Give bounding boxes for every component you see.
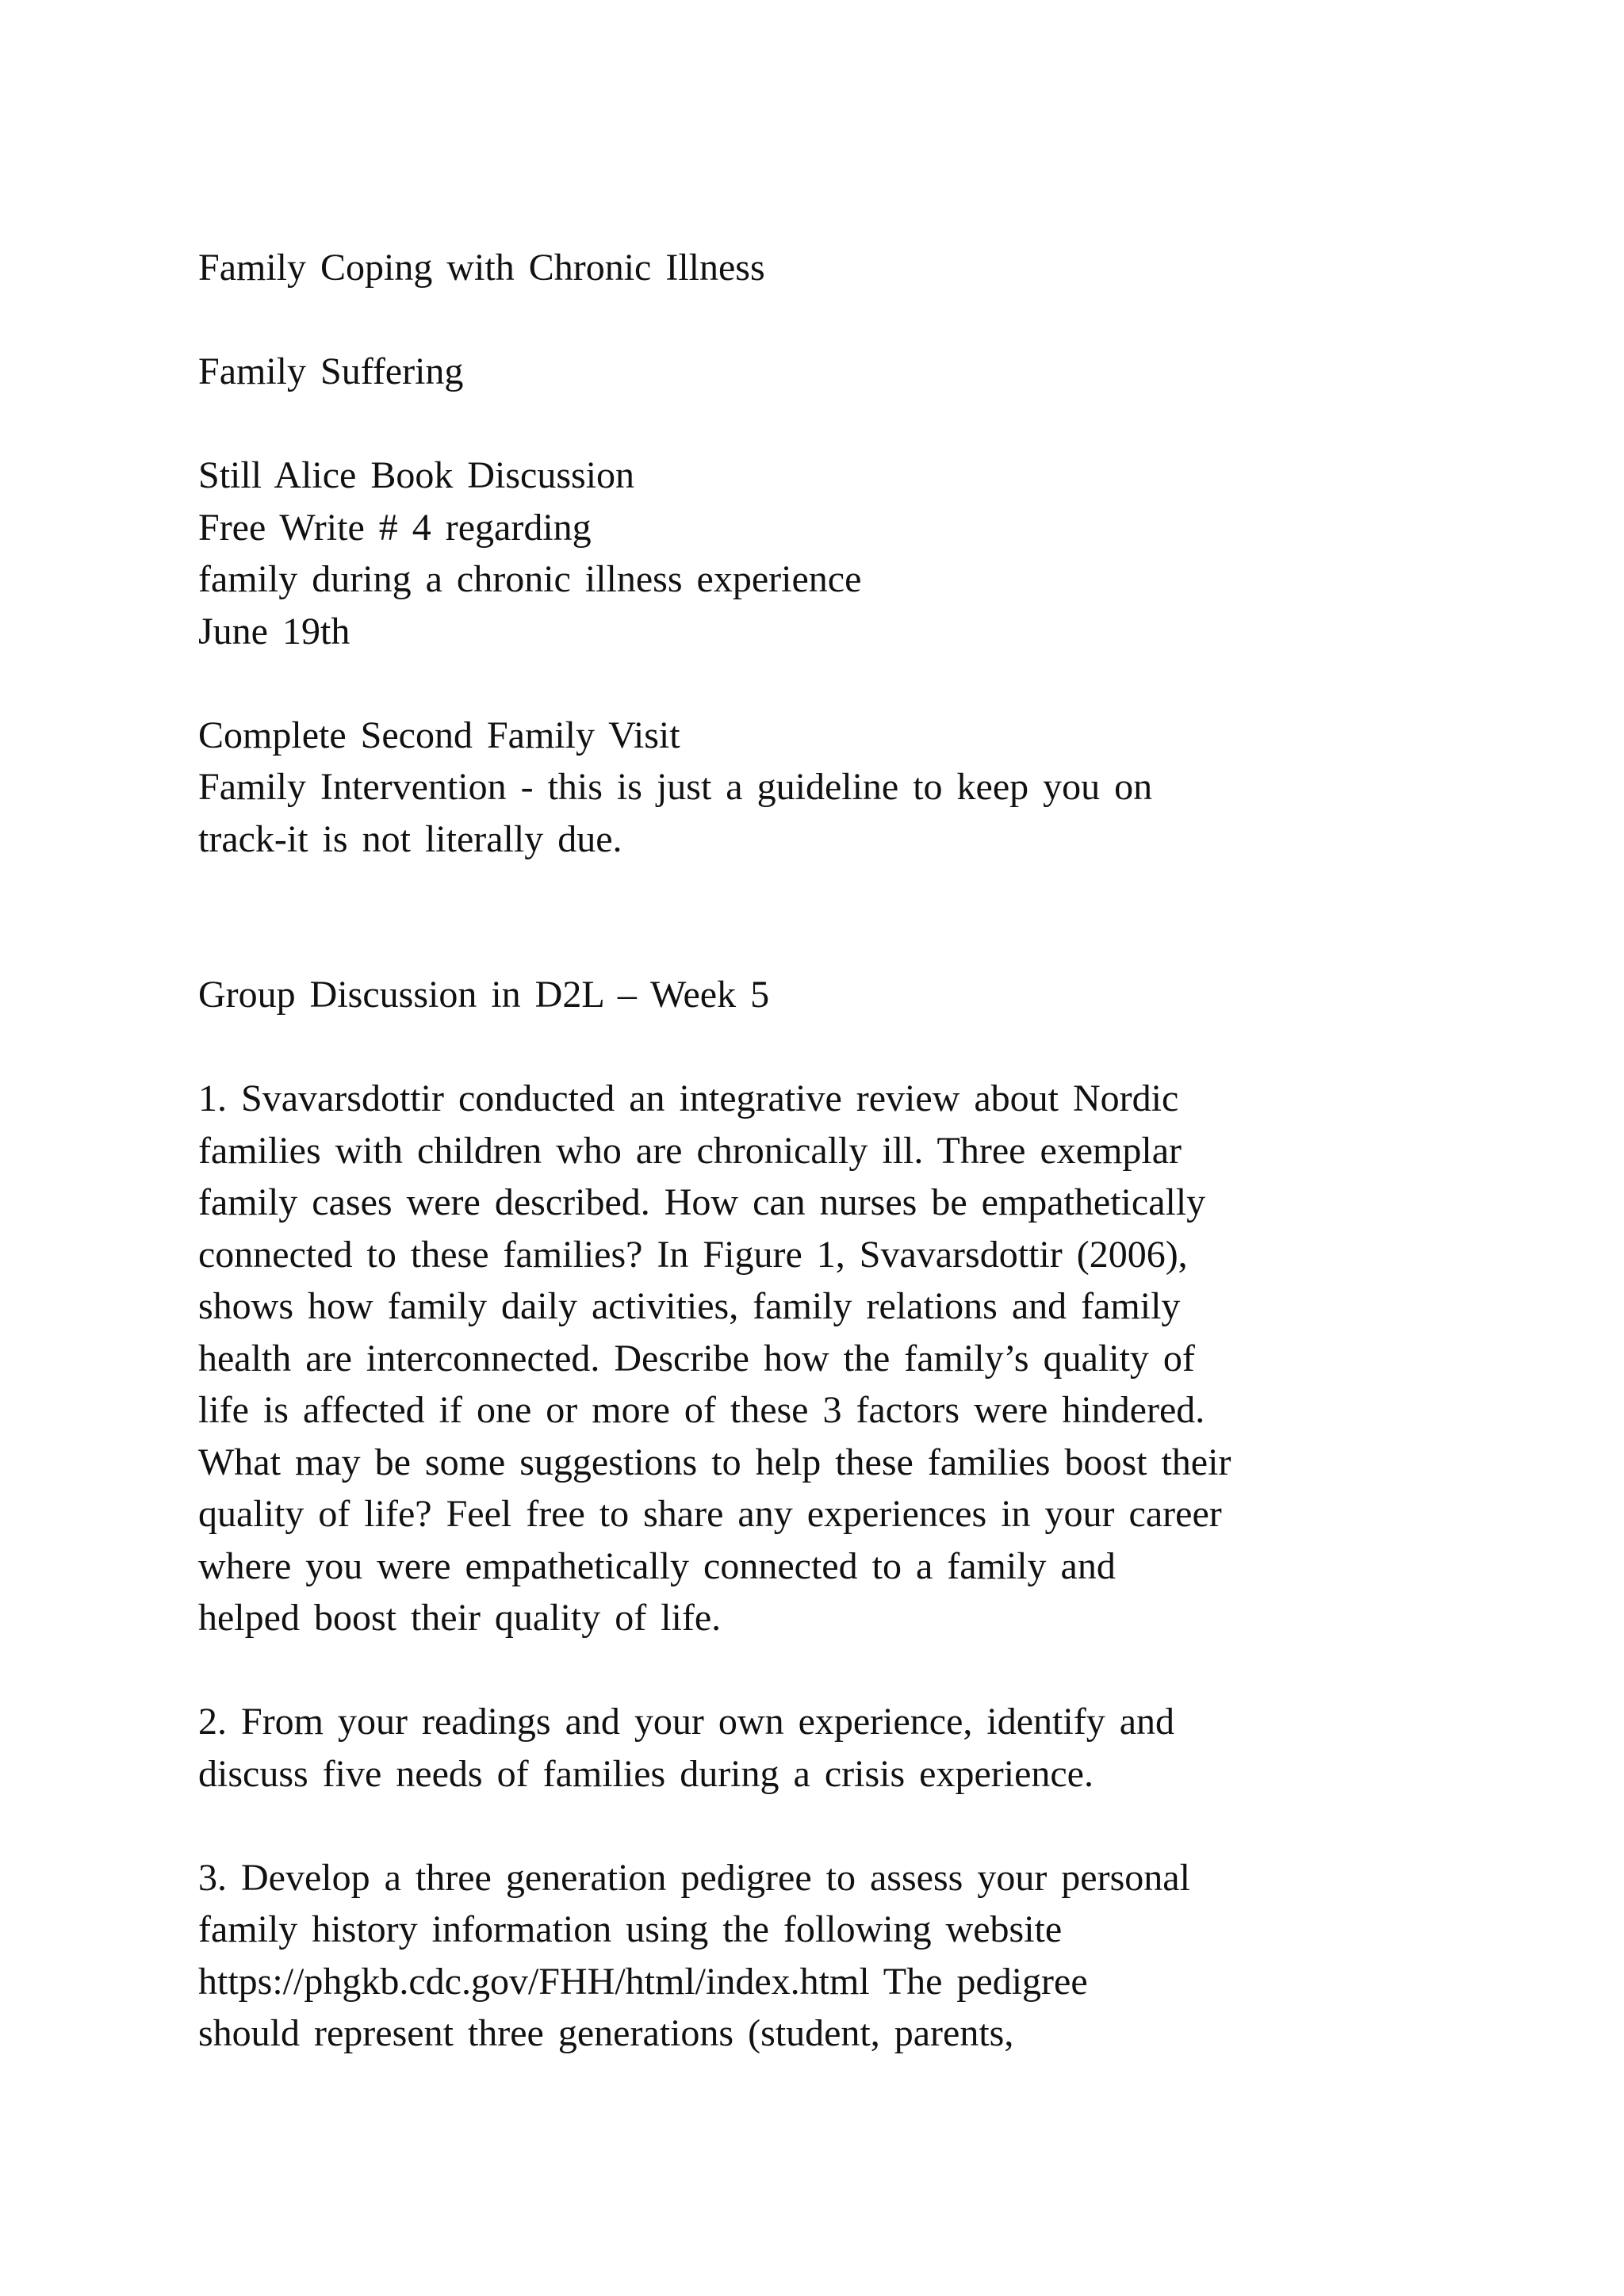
schedule-line: family during a chronic illness experience — [198, 558, 862, 600]
question-1 — [198, 1073, 1546, 1644]
question-line: shows how family daily activities, family relations and family — [198, 1285, 1181, 1327]
topic-title: Family Suffering — [198, 350, 464, 392]
visit-line: Complete Second Family Visit — [198, 714, 680, 756]
visit-line: Family Intervention - this is just a guideline to keep you on — [198, 766, 1153, 808]
course-title: Family Coping with Chronic Illness — [198, 247, 765, 289]
question-line: connected to these families? In Figure 1, Svavarsdottir (2006), — [198, 1233, 1188, 1276]
visit-line: track-it is not literally due. — [198, 817, 622, 860]
website-url: https://phgkb.cdc.gov/FHH/html/index.html The pedigree — [198, 1960, 1088, 2003]
question-line: where you were empathetically connected to a family and — [198, 1544, 1116, 1587]
question-line: helped boost their quality of life. — [198, 1597, 722, 1639]
question-line: health are interconnected. Describe how the family’s quality of — [198, 1337, 1195, 1380]
group-discussion-heading: Group Discussion in D2L – Week 5 — [198, 974, 770, 1016]
question-line: discuss five needs of families during a crisis experience. — [198, 1752, 1094, 1795]
question-line: quality of life? Feel free to share any experiences in your career — [198, 1493, 1222, 1535]
family-visit-block — [198, 710, 1546, 866]
question-line: 3. Develop a three generation pedigree to assess your personal — [198, 1856, 1190, 1899]
question-2 — [198, 1696, 1546, 1800]
question-line: family history information using the following website — [198, 1908, 1063, 1950]
question-line: 2. From your readings and your own experience, identify and — [198, 1701, 1175, 1743]
document-body — [198, 242, 1546, 2060]
question-3 — [198, 1852, 1546, 2060]
question-line: family cases were described. How can nurses be empathetically — [198, 1181, 1206, 1223]
question-line: What may be some suggestions to help these families boost their — [198, 1441, 1231, 1483]
due-date: June 19th — [198, 610, 350, 652]
question-line: life is affected if one or more of these 3 factors were hindered. — [198, 1389, 1205, 1431]
schedule-line: Still Alice Book Discussion — [198, 454, 635, 496]
question-line: 1. Svavarsdottir conducted an integrative review about Nordic — [198, 1077, 1179, 1119]
question-line: should represent three generations (student, parents, — [198, 2012, 1014, 2054]
schedule-block — [198, 450, 1546, 657]
schedule-line: Free Write # 4 regarding — [198, 506, 592, 549]
question-line: families with children who are chronically ill. Three exemplar — [198, 1129, 1182, 1172]
